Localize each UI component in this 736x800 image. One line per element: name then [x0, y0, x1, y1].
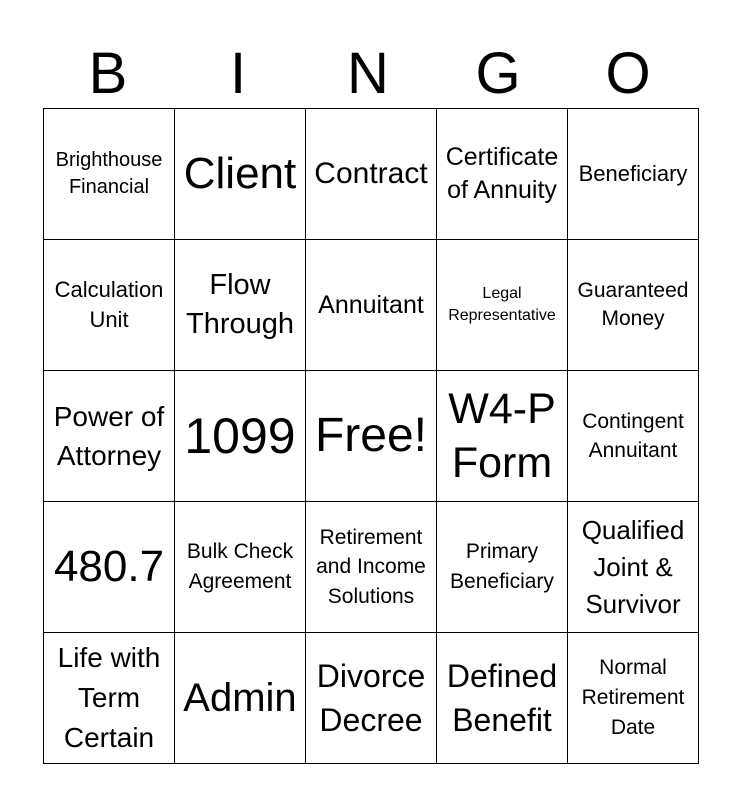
bingo-cell-text: Life with Term Certain [57, 642, 161, 753]
bingo-cell[interactable] [437, 371, 568, 502]
bingo-cell[interactable] [44, 109, 175, 240]
bingo-cell-text: Guaranteed Money [577, 279, 689, 330]
bingo-row [44, 633, 699, 764]
bingo-cell[interactable] [175, 109, 306, 240]
bingo-row [44, 109, 699, 240]
bingo-cell[interactable] [568, 502, 699, 633]
bingo-cell-text: Contingent Annuitant [582, 410, 684, 462]
bingo-cell[interactable] [306, 240, 437, 371]
bingo-cell-text: Brighthouse Financial [55, 149, 163, 198]
header-letter-o: O [605, 41, 651, 106]
bingo-cell-text: Contract [314, 157, 428, 190]
free-space-text: Free! [314, 409, 428, 462]
bingo-cell[interactable] [306, 502, 437, 633]
bingo-cell-text: Bulk Check Agreement [186, 540, 294, 593]
bingo-cell[interactable] [568, 240, 699, 371]
bingo-header [43, 40, 693, 108]
bingo-cell[interactable] [437, 633, 568, 764]
bingo-cell-text: Calculation Unit [54, 277, 164, 332]
bingo-cell[interactable] [568, 109, 699, 240]
bingo-cell-text: Certificate of Annuity [445, 143, 559, 204]
bingo-cell-text: Divorce Decree [316, 658, 426, 738]
bingo-cell-text: Retirement and Income Solutions [316, 525, 426, 608]
bingo-cell[interactable] [175, 371, 306, 502]
bingo-cell-text: W4-P Form [448, 385, 556, 487]
bingo-cell[interactable] [44, 502, 175, 633]
bingo-cell[interactable] [437, 240, 568, 371]
bingo-row [44, 371, 699, 502]
bingo-cell-text: Power of Attorney [53, 401, 165, 471]
bingo-cell[interactable] [437, 109, 568, 240]
bingo-cell[interactable] [568, 371, 699, 502]
bingo-cell[interactable] [175, 633, 306, 764]
bingo-cell-text: Defined Benefit [446, 658, 558, 738]
bingo-cell-text: Beneficiary [578, 161, 688, 186]
bingo-cell-text: Normal Retirement Date [581, 656, 685, 739]
bingo-cell[interactable] [44, 371, 175, 502]
bingo-cell[interactable] [175, 240, 306, 371]
bingo-cell-text: 1099 [184, 408, 296, 464]
bingo-cell-text: Client [183, 149, 297, 198]
bingo-cell[interactable] [306, 633, 437, 764]
bingo-row [44, 502, 699, 633]
header-letter-b: B [88, 41, 128, 106]
header-letter-i: I [229, 41, 247, 106]
bingo-cell[interactable] [437, 502, 568, 633]
bingo-cell-text: Flow Through [185, 269, 294, 340]
bingo-row [44, 240, 699, 371]
header-letter-g: G [475, 41, 521, 106]
bingo-cell-text: Annuitant [318, 291, 424, 319]
bingo-card [43, 108, 699, 764]
bingo-cell-text: Qualified Joint & Survivor [581, 514, 685, 619]
bingo-cell[interactable] [306, 109, 437, 240]
bingo-cell-text: Admin [183, 676, 297, 720]
bingo-cell-text: Primary Beneficiary [450, 540, 554, 593]
bingo-cell-text: Legal Representative [448, 285, 556, 324]
bingo-cell[interactable] [44, 633, 175, 764]
bingo-cell-free-space[interactable] [306, 371, 437, 502]
bingo-cell[interactable] [175, 502, 306, 633]
header-letter-n: N [347, 41, 389, 106]
bingo-cell[interactable] [568, 633, 699, 764]
bingo-cell-text: 480.7 [53, 542, 165, 591]
bingo-cell[interactable] [44, 240, 175, 371]
